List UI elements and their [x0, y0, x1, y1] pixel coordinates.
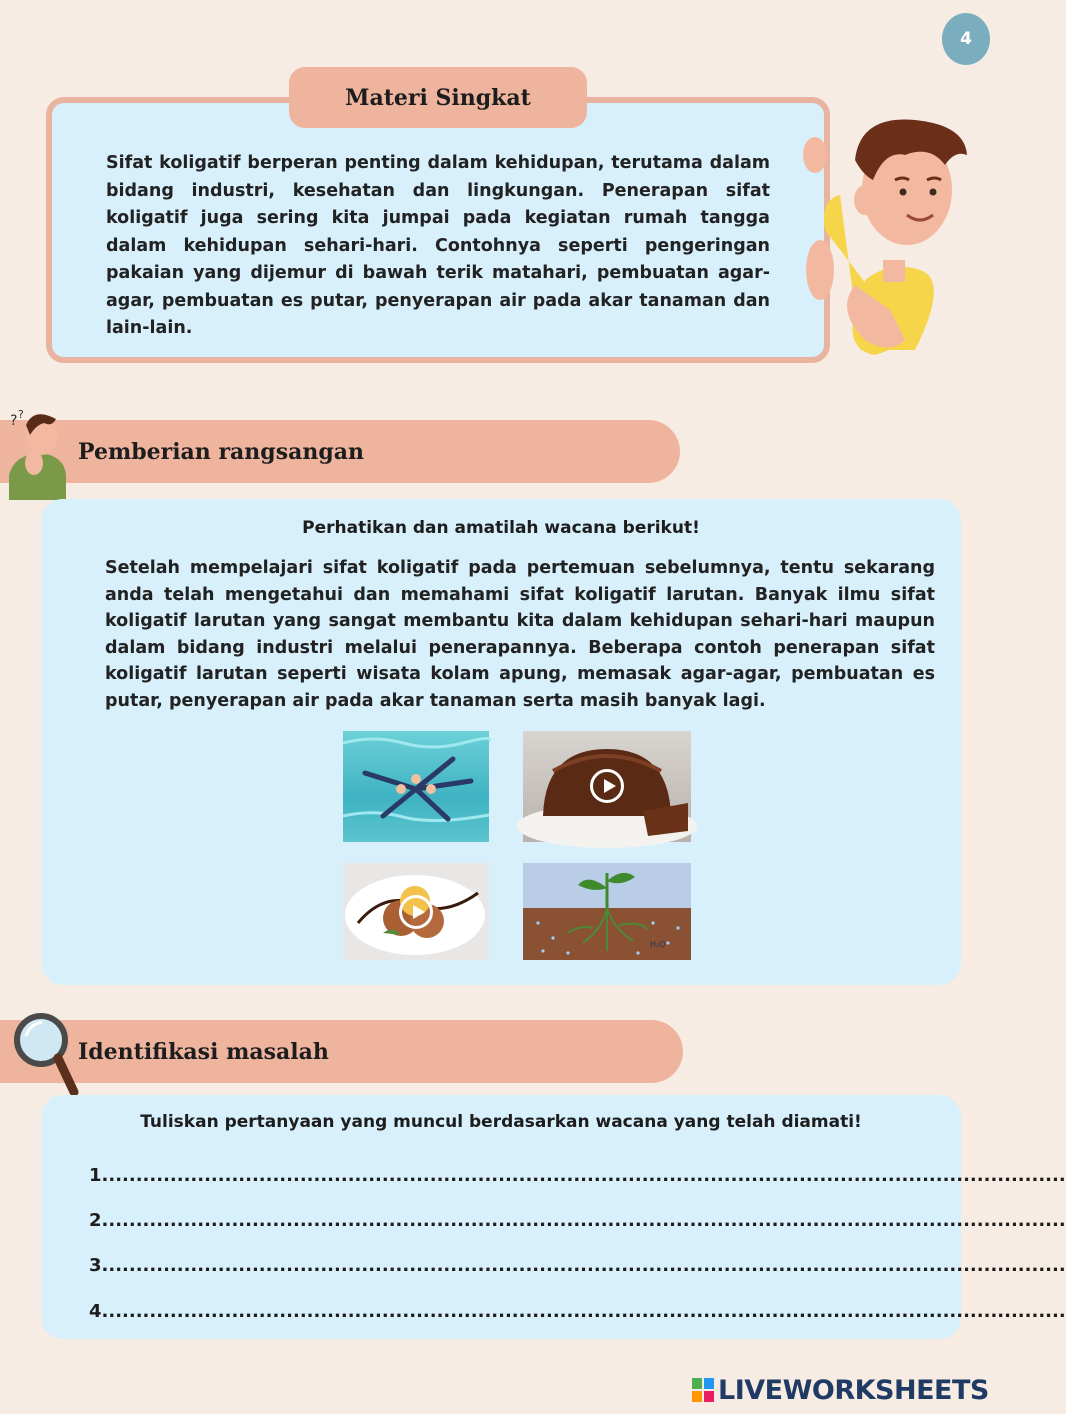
answer-line-1[interactable]: 1.............................................................................................................................................	[89, 1165, 1066, 1186]
plant-roots-image	[523, 863, 691, 960]
materi-title: Materi Singkat	[289, 67, 587, 128]
icecream-video-thumbnail[interactable]	[343, 863, 489, 960]
h2o-label: H₂O	[650, 940, 666, 949]
answer-line-4[interactable]: 4.............................................................................................................................................	[89, 1301, 1066, 1322]
answer-line-3[interactable]: 3.............................................................................................................................................	[89, 1255, 1066, 1276]
materi-text: Sifat koligatif berperan penting dalam kehidupan, terutama dalam bidang industri, kesehatan dan lingkungan. Penerapan sifat koligatif juga sering kita jumpai pada kegiatan rumah tangga dalam kehidupan sehari-hari. Contohnya seperti pengeringan pakaian yang dijemur di bawah terik matahari, pembuatan agar-agar, pembuatan es putar, penyerapan air pada akar tanaman dan lain-lain.	[106, 153, 770, 338]
play-icon[interactable]	[590, 769, 624, 803]
logo-text: LIVEWORKSHEETS	[718, 1374, 989, 1406]
identifikasi-instruction: Tuliskan pertanyaan yang muncul berdasarkan wacana yang telah diamati!	[140, 1112, 862, 1132]
rangsangan-instruction: Perhatikan dan amatilah wacana berikut!	[302, 518, 700, 538]
liveworksheets-logo	[692, 1373, 989, 1407]
svg-text:?: ?	[18, 408, 24, 421]
identifikasi-banner	[0, 1020, 683, 1083]
boy-illustration	[795, 110, 970, 360]
page-number: 4	[942, 13, 990, 65]
thinking-person-icon	[4, 405, 74, 500]
pool-photo	[343, 731, 489, 842]
rangsangan-text: Setelah mempelajari sifat koligatif pada pertemuan sebelumnya, tentu sekarang anda telah mengetahui dan memahami sifat koligatif larutan. Banyak ilmu sifat koligatif larutan yang sangat membantu kita dalam kehidupan sehari-hari maupun dalam bidang industri melalui penerapannya. Beberapa contoh penerapan sifat koligatif larutan seperti wisata kolam apung, memasak agar-agar, pembuatan es putar, penyerapan air pada akar tanaman serta masih banyak lagi.	[105, 558, 935, 711]
answer-line-2[interactable]: 2.............................................................................................................................................	[89, 1210, 1066, 1231]
svg-text:?: ?	[10, 413, 18, 429]
pudding-video-thumbnail[interactable]	[523, 731, 691, 842]
logo-badge-icon	[692, 1376, 716, 1404]
identifikasi-title: Identifikasi masalah	[78, 1038, 329, 1065]
rangsangan-title: Pemberian rangsangan	[78, 438, 364, 465]
play-icon[interactable]	[399, 895, 433, 929]
rangsangan-banner	[0, 420, 680, 483]
magnifier-icon	[12, 1008, 82, 1098]
